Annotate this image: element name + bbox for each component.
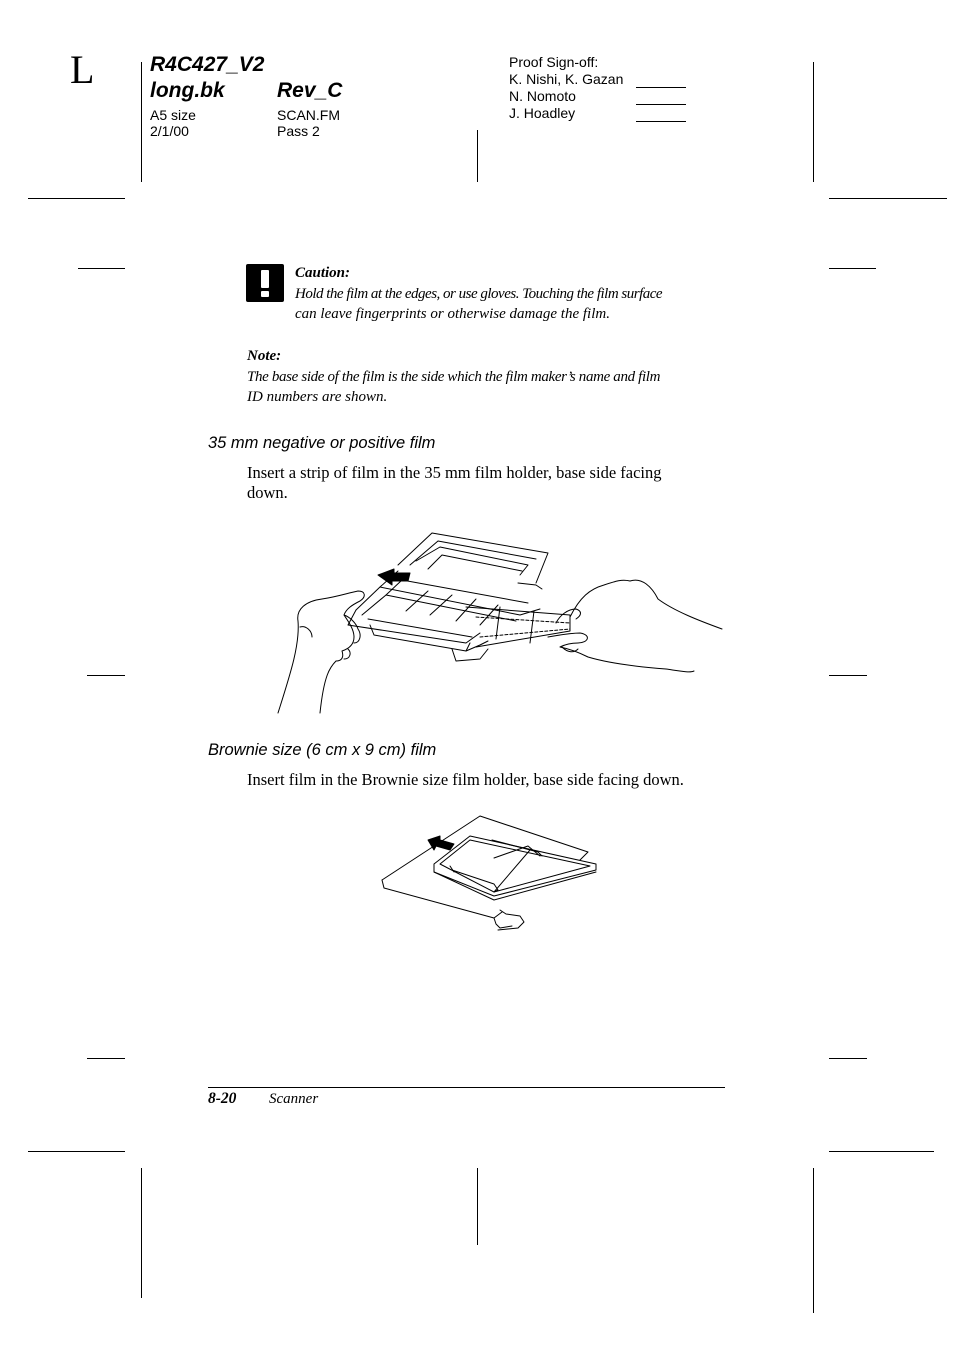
signoff-blank <box>636 75 686 88</box>
page-number: 8-20 <box>208 1090 237 1107</box>
signoff-blank <box>636 92 686 105</box>
film-holder-35mm-illustration <box>270 525 730 720</box>
signoff-name: N. Nomoto <box>509 88 576 104</box>
signoff-name: K. Nishi, K. Gazan <box>509 71 624 87</box>
note-label: Note: <box>247 348 282 364</box>
signoff-title: Proof Sign-off: <box>509 54 599 70</box>
book-file: long.bk <box>150 79 225 102</box>
source-file: SCAN.FM <box>277 107 340 123</box>
revision: Rev_C <box>277 79 343 102</box>
proof-signoff <box>509 54 686 122</box>
caution-label: Caution: <box>295 265 351 281</box>
crop-mark <box>141 1168 142 1298</box>
section-heading-35mm: 35 mm negative or positive film <box>208 434 436 452</box>
section-text-35mm: down. <box>247 483 288 502</box>
crop-mark <box>813 1168 814 1313</box>
footer-rule <box>208 1087 725 1088</box>
crop-mark <box>141 62 142 182</box>
caution-line: Hold the film at the edges, or use gloves. Touching the film surface <box>295 286 663 302</box>
signoff-blank <box>636 109 686 122</box>
page-size: A5 size <box>150 107 196 123</box>
crop-mark <box>87 675 125 676</box>
crop-mark <box>829 675 867 676</box>
crop-mark <box>28 198 125 199</box>
crop-mark <box>813 62 814 182</box>
note-line: ID numbers are shown. <box>247 389 388 405</box>
chapter-name: Scanner <box>269 1091 319 1107</box>
crop-mark <box>78 268 125 269</box>
crop-mark <box>28 1151 125 1152</box>
exclamation-icon <box>246 264 284 302</box>
film-holder-brownie-illustration <box>376 810 606 935</box>
crop-mark <box>87 1058 125 1059</box>
date: 2/1/00 <box>150 123 189 139</box>
section-text-35mm: Insert a strip of film in the 35 mm film holder, base side facing <box>247 463 662 482</box>
crop-mark <box>477 1168 478 1245</box>
section-heading-brownie: Brownie size (6 cm x 9 cm) film <box>208 741 437 759</box>
note-line: The base side of the film is the side which the film maker’s name and film <box>247 369 661 385</box>
crop-mark <box>477 130 478 182</box>
signoff-name: J. Hoadley <box>509 105 576 121</box>
crop-mark <box>829 198 947 199</box>
doc-id: R4C427_V2 <box>150 53 265 76</box>
caution-line: can leave fingerprints or otherwise damage the film. <box>295 306 610 322</box>
crop-mark <box>829 268 876 269</box>
section-text-brownie: Insert film in the Brownie size film holder, base side facing down. <box>247 770 684 789</box>
corner-mark: L <box>70 47 95 92</box>
crop-mark <box>829 1058 867 1059</box>
pass: Pass 2 <box>277 123 320 139</box>
crop-mark <box>829 1151 934 1152</box>
